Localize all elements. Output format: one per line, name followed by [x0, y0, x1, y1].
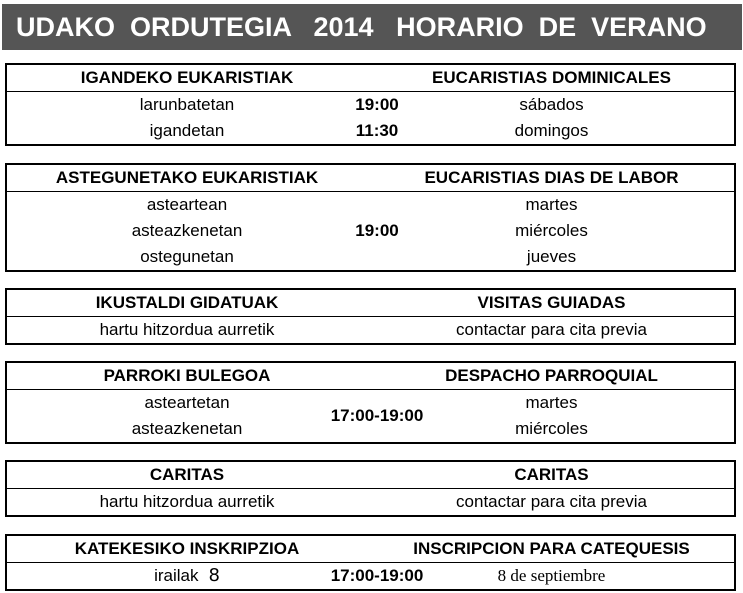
catechesis-box	[5, 534, 736, 591]
caritas-row	[7, 489, 734, 515]
parish-office-box	[5, 361, 736, 444]
caritas-header-row	[7, 462, 734, 489]
weekday-day-es: miércoles	[515, 221, 588, 240]
office-day-eu: asteazkenetan	[131, 419, 243, 438]
weekday-masses-box	[5, 163, 736, 272]
caritas-text-eu: hartu hitzordua aurretik	[99, 492, 275, 511]
sunday-header-row	[7, 65, 734, 92]
tours-header-es: VISITAS GUIADAS	[477, 293, 626, 312]
office-day-es: martes	[525, 393, 578, 412]
weekday-header-eu: ASTEGUNETAKO EUKARISTIAK	[55, 168, 319, 187]
office-header-es: DESPACHO PARROQUIAL	[445, 366, 658, 385]
sunday-row-time: 11:30	[355, 121, 399, 140]
sunday-row-es: sábados	[519, 95, 584, 114]
office-time: 17:00-19:00	[330, 406, 424, 425]
catechesis-header-es: INSCRIPCION PARA CATEQUESIS	[413, 539, 690, 558]
caritas-header-eu: CARITAS	[149, 465, 225, 484]
weekday-time: 19:00	[355, 221, 399, 240]
sunday-row-es: domingos	[514, 121, 589, 140]
tours-text-es: contactar para cita previa	[456, 320, 647, 339]
guided-tours-box	[5, 288, 736, 345]
sunday-row-saturday	[7, 92, 734, 118]
office-header-eu: PARROKI BULEGOA	[103, 366, 271, 385]
weekday-day-eu: asteazkenetan	[131, 221, 243, 240]
weekday-day-es: martes	[525, 195, 578, 214]
sunday-row-eu: larunbatetan	[139, 95, 235, 114]
sunday-header-eu: IGANDEKO EUKARISTIAK	[80, 68, 294, 87]
catechesis-month-eu: irailak	[154, 566, 199, 585]
catechesis-row	[7, 563, 734, 589]
tours-text-eu: hartu hitzordua aurretik	[99, 320, 275, 339]
weekday-body	[7, 192, 734, 270]
weekday-day-eu: asteartean	[146, 195, 228, 214]
page-title: UDAKO ORDUTEGIA 2014 HORARIO DE VERANO	[2, 4, 742, 50]
tours-row	[7, 317, 734, 343]
office-day-es: miércoles	[515, 419, 588, 438]
catechesis-day-eu: 8	[208, 565, 220, 586]
weekday-header-row	[7, 165, 734, 192]
caritas-header-es: CARITAS	[514, 465, 589, 484]
sunday-row-time: 19:00	[355, 95, 399, 114]
weekday-day-es: jueves	[526, 247, 577, 266]
sunday-masses-box	[5, 63, 736, 146]
weekday-header-es: EUCARISTIAS DIAS DE LABOR	[424, 168, 679, 187]
caritas-text-es: contactar para cita previa	[456, 492, 647, 511]
office-header-row	[7, 363, 734, 390]
catechesis-time: 17:00-19:00	[330, 566, 424, 585]
tours-header-eu: IKUSTALDI GIDATUAK	[95, 293, 279, 312]
sunday-row-eu: igandetan	[149, 121, 225, 140]
catechesis-date-es-cell	[367, 563, 736, 589]
weekday-day-eu: ostegunetan	[140, 247, 234, 266]
catechesis-header-eu: KATEKESIKO INSKRIPZIOA	[74, 539, 300, 558]
catechesis-header-row	[7, 536, 734, 563]
catechesis-date-es: 8 de septiembre	[497, 566, 606, 585]
tours-header-row	[7, 290, 734, 317]
caritas-box	[5, 460, 736, 517]
office-body	[7, 390, 734, 442]
sunday-header-es: EUCARISTIAS DOMINICALES	[432, 68, 671, 87]
sunday-row-sunday	[7, 118, 734, 144]
office-day-eu: asteartetan	[144, 393, 230, 412]
